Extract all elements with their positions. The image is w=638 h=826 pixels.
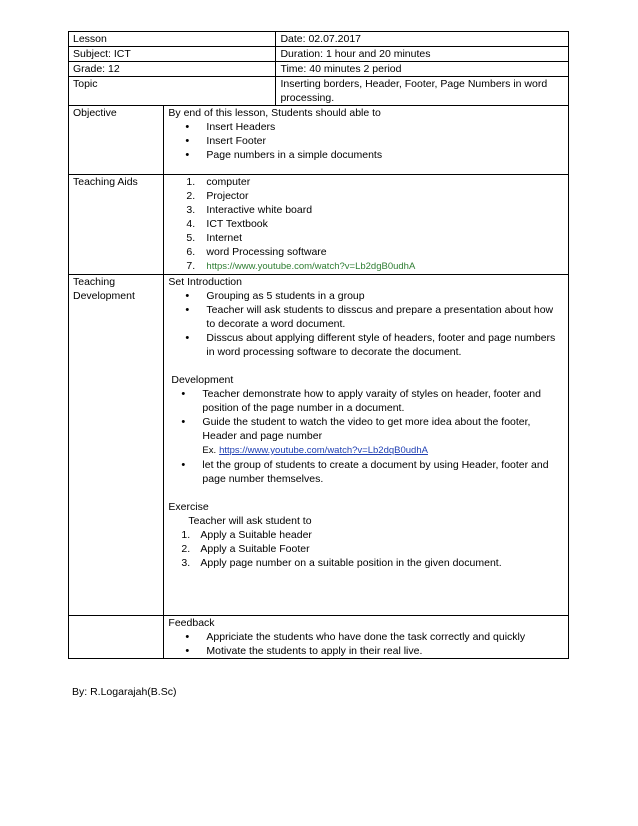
teaching-aids-content: [164, 175, 569, 275]
list-item: • Appriciate the students who have done the task correctly and quickly: [168, 630, 564, 644]
exercise-intro: Teacher will ask student to: [188, 515, 312, 527]
list-item: [168, 259, 564, 274]
item-number: 5.: [186, 232, 196, 244]
item-text: Projector: [206, 190, 249, 202]
item-number: 2.: [186, 190, 196, 202]
youtube-link[interactable]: https://www.youtube.com/watch?v=Lb2dgB0udhA: [206, 261, 416, 272]
date-value: Date: 02.07.2017: [276, 32, 569, 47]
list-item: • Motivate the students to apply in their real live.: [168, 644, 564, 658]
list-item: • Insert Headers: [168, 120, 564, 134]
list-item: [168, 245, 564, 259]
item-text: Apply a Suitable Footer: [200, 543, 310, 555]
teaching-development-row: [69, 275, 569, 616]
list-item: [168, 231, 564, 245]
item-number: 6.: [186, 246, 196, 258]
teaching-development-content: [164, 275, 569, 616]
teaching-development-label: Teaching Development: [69, 275, 164, 616]
topic-value: Inserting borders, Header, Footer, Page Numbers in word processing.: [276, 77, 569, 106]
list-item: [168, 415, 564, 458]
development-list: [168, 387, 564, 486]
list-item: • Teacher demonstrate how to apply varaity of styles on header, footer and position of the page number in a document.: [168, 387, 564, 415]
teaching-aids-row: [69, 175, 569, 275]
lesson-label: Lesson: [69, 32, 276, 47]
set-intro-list: [168, 289, 564, 359]
item-number: 2.: [181, 543, 191, 555]
feedback-content: [164, 616, 569, 659]
teaching-aids-list: [168, 175, 564, 274]
list-item: • Teacher will ask students to disscus and prepare a presentation about how to decorate a word document.: [168, 303, 564, 331]
table-row: [69, 62, 569, 77]
item-text: Interactive white board: [206, 204, 313, 216]
list-item: [168, 189, 564, 203]
list-item: [168, 542, 564, 556]
list-item: • Grouping as 5 students in a group: [168, 289, 564, 303]
item-number: 4.: [186, 218, 196, 230]
development-heading: Development: [171, 374, 234, 386]
table-row: [69, 32, 569, 47]
example-prefix: Ex.: [202, 445, 217, 456]
objective-content: [164, 106, 569, 175]
item-number: 7.: [186, 260, 196, 272]
list-item: • let the group of students to create a document by using Header, footer and page number themselves.: [168, 458, 564, 486]
list-item: • Page numbers in a simple documents: [168, 148, 564, 162]
list-item: [168, 556, 564, 570]
objective-row: [69, 106, 569, 175]
item-text: ICT Textbook: [206, 218, 268, 230]
item-number: 3.: [181, 557, 191, 569]
feedback-list: [168, 630, 564, 658]
item-text: Apply a Suitable header: [200, 529, 312, 541]
feedback-heading: Feedback: [168, 617, 215, 629]
author-signature: By: R.Logarajah(B.Sc): [72, 686, 177, 698]
example-video-link[interactable]: https://www.youtube.com/watch?v=Lb2dqB0udhA: [219, 445, 428, 456]
item-number: 1.: [186, 176, 196, 188]
feedback-row: [69, 616, 569, 659]
list-item: [168, 203, 564, 217]
objective-intro: By end of this lesson, Students should able to: [168, 107, 381, 119]
lesson-plan-table: [68, 31, 569, 659]
exercise-list: [168, 528, 564, 570]
item-text: computer: [206, 176, 251, 188]
subject-value: Subject: ICT: [69, 47, 276, 62]
table-row: [69, 47, 569, 62]
list-item: [168, 217, 564, 231]
list-item: [168, 175, 564, 189]
table-row: [69, 77, 569, 106]
list-item: • Disscus about applying different style of headers, footer and page numbers in word processing software to decorate the document.: [168, 331, 564, 359]
feedback-label-empty: [69, 616, 164, 659]
topic-label: Topic: [69, 77, 276, 106]
set-intro-heading: Set Introduction: [168, 276, 242, 288]
item-number: 3.: [186, 204, 196, 216]
item-text: Apply page number on a suitable position in the given document.: [200, 557, 502, 569]
objective-list: [168, 120, 564, 162]
duration-value: Duration: 1 hour and 20 minutes: [276, 47, 569, 62]
list-item: [168, 528, 564, 542]
time-value: Time: 40 minutes 2 period: [276, 62, 569, 77]
item-number: 1.: [181, 529, 191, 541]
item-text: Internet: [206, 232, 243, 244]
list-item: • Insert Footer: [168, 134, 564, 148]
exercise-heading: Exercise: [168, 501, 209, 513]
item-text: word Processing software: [206, 246, 327, 258]
objective-label: Objective: [69, 106, 164, 175]
item-text: Guide the student to watch the video to get more idea about the footer, Header and page number: [202, 416, 531, 442]
teaching-aids-label: Teaching Aids: [69, 175, 164, 275]
grade-value: Grade: 12: [69, 62, 276, 77]
